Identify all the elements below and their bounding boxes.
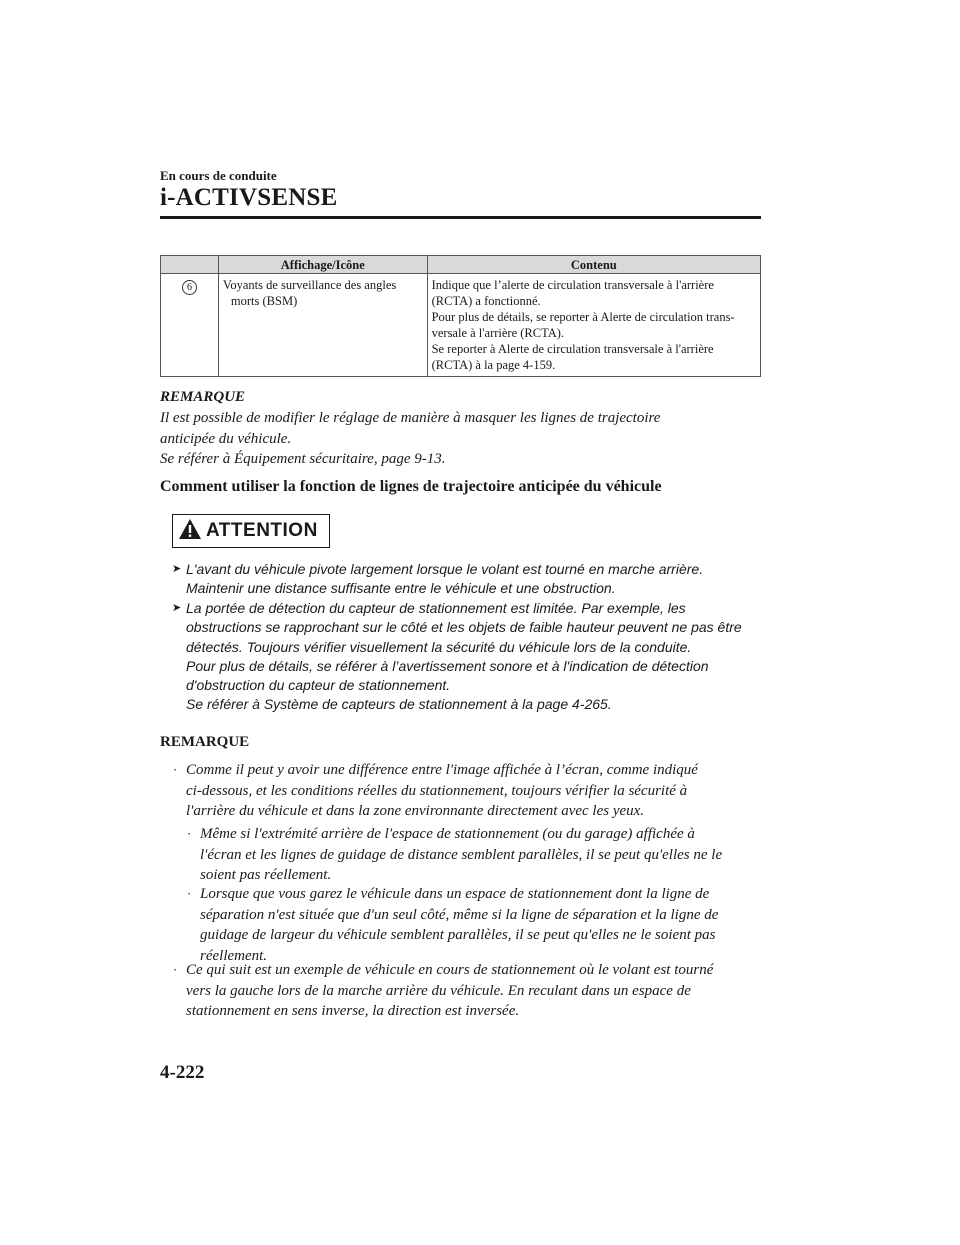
attention-line: La portée de détection du capteur de stationnement est limitée. Par exemple, les <box>186 600 686 616</box>
bullet-dot-icon: · <box>187 886 192 901</box>
list-line: vers la gauche lors de la marche arrière du véhicule. En reculant dans un espace de <box>186 982 691 999</box>
table-header-display: Affichage/Icône <box>218 256 427 274</box>
attention-line: Maintenir une distance suffisante entre le véhicule et une obstruction. <box>186 580 616 597</box>
list-line: l'arrière du véhicule et dans la zone environnante directement avec les yeux. <box>186 803 645 819</box>
display-line: morts (BSM) <box>230 294 298 308</box>
list-line: Même si l'extrémité arrière de l'espace de stationnement (ou du garage) affichée à <box>200 826 695 842</box>
table-header-content: Contenu <box>427 256 760 274</box>
bullet-dot-icon: · <box>173 762 178 777</box>
content-line: Se reporter à Alerte de circulation transversale à l'arrière <box>431 342 714 356</box>
header-rule <box>160 216 761 219</box>
attention-line: détectés. Toujours vérifier visuellement la sécurité du véhicule lors de la conduite. <box>186 638 692 655</box>
list-item <box>173 960 766 1022</box>
display-line: Voyants de surveillance des angles <box>222 278 397 292</box>
content-line: (RCTA) a fonctionné. <box>431 294 541 308</box>
table-header-blank <box>161 256 219 274</box>
chapter-title: i-ACTIVSENSE <box>160 184 338 211</box>
list-line: ci-dessous, et les conditions réelles du stationnement, toujours vérifier la sécurité à <box>186 782 688 799</box>
table-header-row <box>161 256 761 274</box>
attention-line: Se référer à Système de capteurs de stationnement à la page 4-265. <box>186 696 612 713</box>
section-heading: Comment utiliser la fonction de lignes de trajectoire anticipée du véhicule <box>160 478 662 495</box>
arrow-right-icon: ➤ <box>172 602 182 614</box>
row-display-cell <box>218 274 427 377</box>
attention-line: d'obstruction du capteur de stationnement. <box>186 677 451 694</box>
list-item <box>173 760 766 822</box>
list-line: réellement. <box>200 947 268 964</box>
attention-label: ATTENTION <box>206 520 318 541</box>
page-number: 4-222 <box>160 1062 205 1083</box>
list-line: stationnement en sens inverse, la direction est inversée. <box>186 1003 520 1019</box>
content-line: Indique que l’alerte de circulation transversale à l'arrière <box>431 278 714 292</box>
content-line: versale à l'arrière (RCTA). <box>431 326 565 340</box>
list-item <box>187 824 766 886</box>
bullet-dot-icon: · <box>173 962 178 977</box>
list-line: guidage de largeur du véhicule semblent parallèles, il se peut qu'elles ne le soient pas <box>200 927 716 943</box>
attention-item <box>172 599 766 715</box>
row-number-cell <box>161 274 219 377</box>
list-line: Ce qui suit est un exemple de véhicule en cours de stationnement où le volant est tourné <box>186 962 714 978</box>
list-line: Comme il peut y avoir une différence entre l'image affichée à l’écran, comme indiqué <box>186 762 698 778</box>
note-line: Il est possible de modifier le réglage de manière à masquer les lignes de trajectoire <box>160 410 661 426</box>
bullet-dot-icon: · <box>187 826 192 841</box>
content-line: (RCTA) à la page 4-159. <box>431 358 556 372</box>
attention-line: obstructions se rapprochant sur le côté et les objets de faible hauteur peuvent ne pas être <box>186 619 742 636</box>
circled-number: 6 <box>182 280 197 295</box>
note-heading: REMARQUE <box>160 734 250 750</box>
warning-triangle-icon <box>178 518 202 545</box>
note-line: anticipée du véhicule. <box>160 431 292 447</box>
list-line: séparation n'est située que d'un seul côté, même si la ligne de séparation et la ligne de <box>200 906 719 923</box>
table-row <box>161 274 761 377</box>
row-content-cell <box>427 274 760 377</box>
info-table <box>160 255 761 377</box>
list-line: Lorsque que vous garez le véhicule dans un espace de stationnement dont la ligne de <box>200 886 710 902</box>
attention-line: L'avant du véhicule pivote largement lorsque le volant est tourné en marche arrière. <box>186 561 704 577</box>
attention-line: Pour plus de détails, se référer à l’avertissement sonore et à l'indication de détection <box>186 657 709 674</box>
list-line: soient pas réellement. <box>200 867 332 883</box>
arrow-right-icon: ➤ <box>172 563 182 575</box>
note-line: Se référer à Équipement sécuritaire, page 9-13. <box>160 451 446 467</box>
note-heading: REMARQUE <box>160 389 246 405</box>
list-line: l'écran et les lignes de guidage de distance semblent parallèles, il se peut qu'elles ne le <box>200 846 723 863</box>
section-label: En cours de conduite <box>160 168 277 183</box>
attention-box <box>172 514 330 548</box>
attention-item <box>172 560 766 599</box>
list-item <box>187 884 766 966</box>
content-line: Pour plus de détails, se reporter à Alerte de circulation trans- <box>431 310 735 324</box>
